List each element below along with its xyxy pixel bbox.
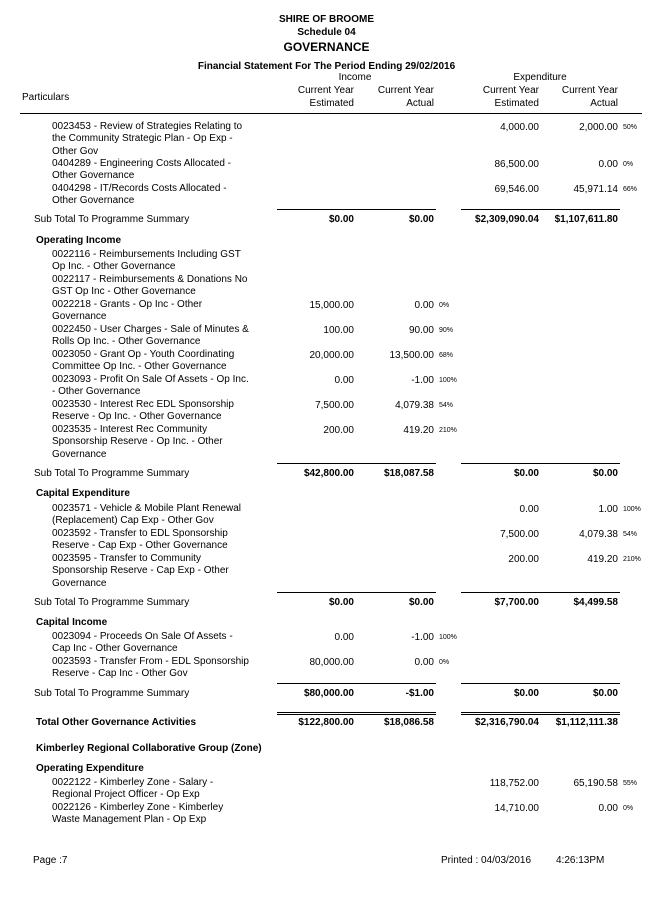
- income-actual-value: 419.20: [403, 425, 434, 436]
- expenditure-estimated-value: $0.00: [513, 468, 539, 479]
- income-percent: 100%: [439, 634, 457, 641]
- expenditure-percent: 55%: [623, 780, 638, 787]
- expenditure-percent: 66%: [623, 186, 638, 193]
- income-actual-value: $0.00: [408, 597, 434, 608]
- income-estimated-value: $0.00: [328, 214, 354, 225]
- expenditure-percent: 0%: [623, 805, 634, 812]
- income-estimated-value: 20,000.00: [309, 350, 354, 361]
- subtotal-label: Sub Total To Programme Summary: [34, 597, 190, 608]
- line-item-description: 0023094 - Proceeds On Sale Of Assets - Cap Inc - Other Governance: [52, 631, 233, 655]
- income-percent: 210%: [439, 427, 457, 434]
- expenditure-percent: 210%: [623, 556, 641, 563]
- expenditure-percent: 50%: [623, 124, 638, 131]
- income-actual-value: 0.00: [414, 657, 434, 668]
- income-actual-header-2: Actual: [406, 98, 434, 109]
- line-item-description: 0022218 - Grants - Op Inc - Other Governance: [52, 299, 203, 323]
- income-actual-value: -1.00: [411, 632, 434, 643]
- expenditure-percent: 0%: [623, 161, 634, 168]
- income-estimated-header-2: Estimated: [309, 98, 354, 109]
- income-estimated-value: $0.00: [328, 597, 354, 608]
- expenditure-actual-value: 2,000.00: [579, 122, 618, 133]
- statement-title: Financial Statement For The Period Ending 29/02/2016: [197, 61, 456, 72]
- line-item-description: 0023535 - Interest Rec Community Sponsorship Reserve - Op Inc. - Other Governance: [52, 424, 223, 460]
- income-actual-value: $18,086.58: [383, 717, 434, 728]
- section-heading: Operating Expenditure: [36, 763, 144, 774]
- income-percent: 0%: [439, 302, 450, 309]
- expenditure-estimated-value: 7,500.00: [500, 529, 539, 540]
- expenditure-estimated-value: 200.00: [508, 554, 539, 565]
- expenditure-estimated-header-2: Estimated: [494, 98, 539, 109]
- income-percent: 100%: [439, 377, 457, 384]
- expenditure-actual-header-1: Current Year: [561, 85, 618, 96]
- subtotal-label: Sub Total To Programme Summary: [34, 468, 190, 479]
- expenditure-actual-value: 1.00: [598, 504, 618, 515]
- income-percent: 0%: [439, 659, 450, 666]
- expenditure-actual-value: 4,079.38: [579, 529, 618, 540]
- subtotal-expenditure-rule: [461, 463, 620, 464]
- income-estimated-value: $80,000.00: [303, 688, 354, 699]
- line-item-description: 0022117 - Reimbursements & Donations No GST Op Inc - Other Governance: [52, 274, 248, 298]
- income-percent: 68%: [439, 352, 454, 359]
- section-heading: Kimberley Regional Collaborative Group (Zone): [36, 743, 262, 754]
- header-divider: [20, 113, 642, 114]
- printed-time: 4:26:13PM: [556, 855, 605, 866]
- subtotal-expenditure-rule: [461, 592, 620, 593]
- org-name: SHIRE OF BROOME: [278, 14, 374, 25]
- expenditure-actual-value: 65,190.58: [573, 778, 618, 789]
- line-item-description: 0023592 - Transfer to EDL Sponsorship Reserve - Cap Exp - Other Governance: [52, 528, 228, 552]
- income-actual-value: 90.00: [408, 325, 434, 336]
- expenditure-estimated-value: 69,546.00: [494, 184, 539, 195]
- line-item-description: 0023571 - Vehicle & Mobile Plant Renewal (Replacement) Cap Exp - Other Gov: [52, 503, 242, 527]
- line-item-description: 0023595 - Transfer to Community Sponsorship Reserve - Cap Exp - Other Governance: [52, 553, 229, 589]
- expenditure-actual-value: $1,112,111.38: [555, 717, 618, 728]
- income-estimated-value: 7,500.00: [315, 400, 354, 411]
- program-title: GOVERNANCE: [283, 40, 370, 54]
- subtotal-expenditure-rule: [461, 209, 620, 210]
- income-estimated-value: 15,000.00: [309, 300, 354, 311]
- line-item-description: 0404289 - Engineering Costs Allocated - Other Governance: [52, 158, 232, 182]
- expenditure-estimated-header-1: Current Year: [482, 85, 539, 96]
- expenditure-actual-value: $0.00: [592, 688, 618, 699]
- income-actual-value: 0.00: [414, 300, 434, 311]
- income-actual-value: 4,079.38: [395, 400, 434, 411]
- income-actual-value: $0.00: [408, 214, 434, 225]
- expenditure-estimated-value: 86,500.00: [494, 159, 539, 170]
- schedule-number: Schedule 04: [297, 27, 356, 38]
- income-estimated-value: 100.00: [323, 325, 354, 336]
- subtotal-expenditure-rule: [461, 683, 620, 684]
- total-income-rule-double: [277, 714, 436, 715]
- subtotal-expenditure-rule: [461, 712, 620, 713]
- income-estimated-value: 0.00: [334, 375, 354, 386]
- expenditure-actual-value: 45,971.14: [573, 184, 618, 195]
- section-heading: Capital Income: [36, 617, 108, 628]
- subtotal-income-rule: [277, 712, 436, 713]
- line-item-description: 0404298 - IT/Records Costs Allocated - Other Governance: [52, 183, 227, 207]
- income-estimated-value: 200.00: [323, 425, 354, 436]
- printed-label: Printed :: [441, 855, 479, 866]
- income-percent: 54%: [439, 402, 454, 409]
- line-item-description: 0023593 - Transfer From - EDL Sponsorship Reserve - Cap Inc - Other Gov: [52, 656, 249, 680]
- grand-total-label: Total Other Governance Activities: [36, 717, 197, 728]
- line-item-description: 0023530 - Interest Rec EDL Sponsorship Reserve - Op Inc. - Other Governance: [52, 399, 234, 423]
- subtotal-income-rule: [277, 592, 436, 593]
- total-expenditure-rule-double: [461, 714, 620, 715]
- expenditure-group-header: Expenditure: [513, 72, 567, 83]
- income-estimated-value: $42,800.00: [303, 468, 354, 479]
- line-item-description: 0023050 - Grant Op - Youth Coordinating Committee Op Inc. - Other Governance: [52, 349, 235, 373]
- income-estimated-value: $122,800.00: [298, 717, 354, 728]
- income-percent: 90%: [439, 327, 454, 334]
- expenditure-estimated-value: $7,700.00: [494, 597, 539, 608]
- income-group-header: Income: [338, 72, 372, 83]
- expenditure-actual-value: 0.00: [598, 803, 618, 814]
- expenditure-estimated-value: $0.00: [513, 688, 539, 699]
- expenditure-actual-value: 0.00: [598, 159, 618, 170]
- expenditure-actual-value: 419.20: [587, 554, 618, 565]
- expenditure-estimated-value: $2,316,790.04: [475, 717, 539, 728]
- line-item-description: 0022122 - Kimberley Zone - Salary -Regional Project Officer - Op Exp: [52, 777, 214, 801]
- income-actual-value: -$1.00: [405, 688, 434, 699]
- printed-date: 04/03/2016: [481, 855, 532, 866]
- section-heading: Capital Expenditure: [36, 488, 130, 499]
- line-item-description: 0023093 - Profit On Sale Of Assets - Op Inc. - Other Governance: [52, 374, 249, 398]
- page-number: Page :7: [33, 855, 68, 866]
- expenditure-estimated-value: 14,710.00: [494, 803, 539, 814]
- expenditure-estimated-value: 0.00: [519, 504, 539, 515]
- income-actual-value: -1.00: [411, 375, 434, 386]
- income-estimated-header-1: Current Year: [297, 85, 354, 96]
- expenditure-estimated-value: 4,000.00: [500, 122, 539, 133]
- subtotal-income-rule: [277, 683, 436, 684]
- expenditure-actual-value: $1,107,611.80: [554, 214, 618, 225]
- income-estimated-value: 0.00: [334, 632, 354, 643]
- line-item-description: 0022450 - User Charges - Sale of Minutes & Rolls Op Inc. - Other Governance: [52, 324, 249, 348]
- subtotal-income-rule: [277, 209, 436, 210]
- section-heading: Operating Income: [36, 235, 122, 246]
- subtotal-label: Sub Total To Programme Summary: [34, 688, 190, 699]
- line-item-description: 0023453 - Review of Strategies Relating to the Community Strategic Plan - Op Exp - Other Gov: [52, 121, 243, 157]
- expenditure-actual-value: $0.00: [592, 468, 618, 479]
- expenditure-actual-value: $4,499.58: [573, 597, 618, 608]
- income-estimated-value: 80,000.00: [309, 657, 354, 668]
- expenditure-percent: 100%: [623, 506, 641, 513]
- income-actual-value: $18,087.58: [383, 468, 434, 479]
- expenditure-estimated-value: 118,752.00: [489, 778, 539, 789]
- particulars-header: Particulars: [22, 92, 70, 103]
- subtotal-label: Sub Total To Programme Summary: [34, 214, 190, 225]
- line-item-description: 0022126 - Kimberley Zone - Kimberley Waste Management Plan - Op Exp: [52, 802, 224, 826]
- expenditure-estimated-value: $2,309,090.04: [475, 214, 539, 225]
- line-item-description: 0022116 - Reimbursements Including GST Op Inc. - Other Governance: [52, 249, 241, 273]
- subtotal-income-rule: [277, 463, 436, 464]
- expenditure-percent: 54%: [623, 531, 638, 538]
- expenditure-actual-header-2: Actual: [590, 98, 618, 109]
- income-actual-value: 13,500.00: [389, 350, 434, 361]
- income-actual-header-1: Current Year: [377, 85, 434, 96]
